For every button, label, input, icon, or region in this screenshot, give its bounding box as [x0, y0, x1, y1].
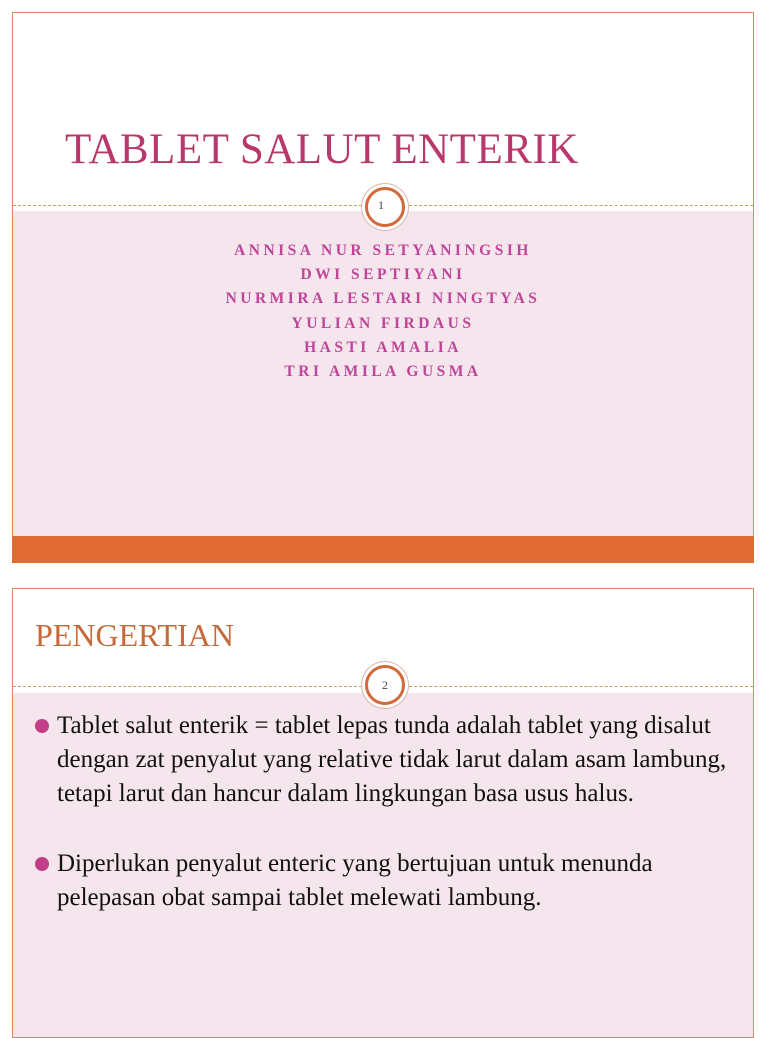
slide-1-title-area	[13, 13, 753, 205]
bullet-item	[33, 847, 739, 915]
bullet-text: Tablet salut enterik = tablet lepas tunda adalah tablet yang disalut dengan zat penyalut yang relative tidak larut dalam asam lambung, tetapi larut dan hancur dalam lingkungan basa usus halus.	[57, 712, 727, 807]
author-name: NURMIRA LESTARI NINGTYAS	[225, 290, 541, 308]
author-name: DWI SEPTIYANI	[300, 266, 466, 284]
author-name: YULIAN FIRDAUS	[291, 314, 475, 332]
slide-2-title: PENGERTIAN	[35, 617, 234, 653]
bullet-list	[33, 709, 739, 951]
slide-1	[12, 12, 754, 563]
author-name: HASTI AMALIA	[304, 338, 462, 356]
slide-1-title: TABLET SALUT ENTERIK	[65, 126, 579, 173]
author-name: TRI AMILA GUSMA	[284, 363, 482, 381]
bullet-dot-icon	[35, 857, 49, 871]
slide-1-number-badge: 1	[365, 187, 405, 227]
author-name: ANNISA NUR SETYANINGSIH	[234, 242, 532, 259]
slide-2-number-badge: 2	[365, 665, 405, 705]
slide-2	[12, 588, 754, 1038]
bullet-item	[33, 709, 739, 811]
bullet-text: Diperlukan penyalut enteric yang bertujuan untuk menunda pelepasan obat sampai tablet melewati lambung.	[57, 850, 653, 911]
author-list	[13, 239, 753, 384]
bullet-dot-icon	[35, 719, 49, 733]
slide-1-footer-bar	[12, 536, 754, 563]
